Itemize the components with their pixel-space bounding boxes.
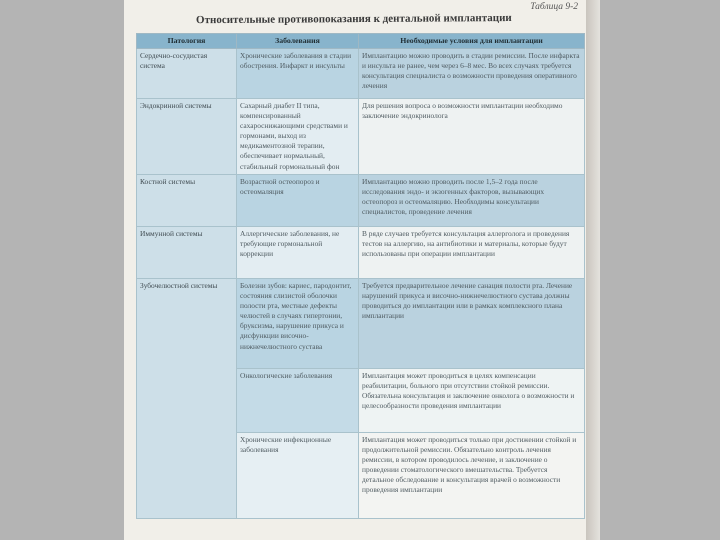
- condition-cell: Имплантация может проводиться в целях компенсации реабилитации, больного при отсутствии стойкой ремиссии. Обязательна консультация и заключение онколога о возможности и целесообразности проведения имплантации: [359, 369, 585, 433]
- pathology-cell: Эндокринной системы: [137, 99, 237, 175]
- disease-cell: Хронические инфекционные заболевания: [237, 433, 359, 519]
- table-number: Таблица 9-2: [530, 2, 578, 12]
- condition-cell: Имплантация может проводиться только при достижении стойкой и продолжительной ремиссии. Обязательно контроль лечения ремиссии, в котором проводилось лечение, и заключение о проведении стоматологического вмешательства. Требуется детальное обследование и консультация врачей о возможности проведения имплантации: [359, 433, 585, 519]
- table-row: [137, 227, 585, 279]
- disease-cell: Возрастной остеопороз и остеомаляция: [237, 175, 359, 227]
- book-binding-edge: [586, 0, 600, 540]
- condition-cell: Имплантацию можно проводить после 1,5–2 года после исследования эндо- и экзогенных факторов, вызывающих остеопороз и остеомаляцию. Необходимы консультации специалистов, проведение лечения: [359, 175, 585, 227]
- disease-cell: Болезни зубов: кариес, пародонтит, состояния слизистой оболочки полости рта, местные дефекты челюстей в случаях гипертонии, бруксизма, нарушение прикуса и дисфункции височно-нижнечелюстного сустава: [237, 279, 359, 369]
- pathology-cell: Иммунной системы: [137, 227, 237, 279]
- disease-cell: Аллергические заболевания, не требующие гормональной коррекции: [237, 227, 359, 279]
- condition-cell: Требуется предварительное лечение санация полости рта. Лечение нарушений прикуса и височно-нижнечелюстного сустава должны проводиться до имплантации или в рамках комплексного плана имплантации: [359, 279, 585, 369]
- table-title: Относительные противопоказания к дентальной имплантации: [195, 11, 512, 27]
- table-row: [137, 49, 585, 99]
- condition-cell: В ряде случаев требуется консультация аллерголога и проведения тестов на аллергию, на антибиотики и материалы, которые будут использованы при операции имплантации: [359, 227, 585, 279]
- pathology-cell: Костной системы: [137, 175, 237, 227]
- contraindications-table: [136, 33, 585, 519]
- table-row: [137, 99, 585, 175]
- pathology-cell: Сердечно-сосудистая система: [137, 49, 237, 99]
- header-condition: Необходимые условия для имплантации: [359, 34, 585, 49]
- table-row: [137, 279, 585, 369]
- header-pathology: Патология: [137, 34, 237, 49]
- table-header-row: [137, 34, 585, 49]
- disease-cell: Сахарный диабет II типа, компенсированный сахароснижающими средствами и гормонами, выход из медикаментозной терапии, обеспечивает нормальный, стабильный гормональный фон: [237, 99, 359, 175]
- condition-cell: Имплантацию можно проводить в стадии ремиссии. После инфаркта и инсульта не ранее, чем через 6–8 мес. Во всех случаях требуется консультация специалиста о возможности проведения оперативного лечения: [359, 49, 585, 99]
- pathology-cell: Зубочелюстной системы: [137, 279, 237, 519]
- condition-cell: Для решения вопроса о возможности имплантации необходимо заключение эндокринолога: [359, 99, 585, 175]
- textbook-page: [124, 0, 586, 540]
- disease-cell: Онкологические заболевания: [237, 369, 359, 433]
- header-disease: Заболевания: [237, 34, 359, 49]
- table-row: [137, 175, 585, 227]
- disease-cell: Хронические заболевания в стадии обострения. Инфаркт и инсульты: [237, 49, 359, 99]
